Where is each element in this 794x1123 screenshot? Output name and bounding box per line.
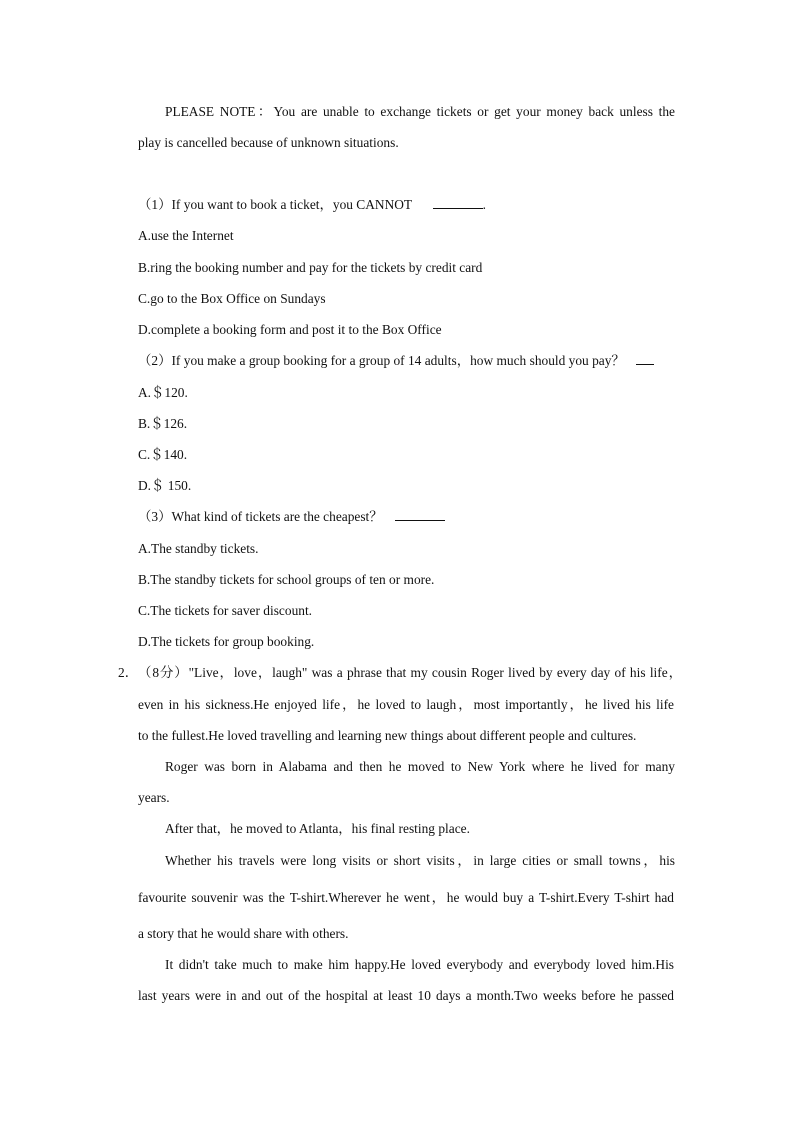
answer-blank: [433, 196, 483, 209]
question-1-option-b: B.ring the booking number and pay for the tickets by credit card: [138, 260, 483, 275]
question-3-option-a: A.The standby tickets.: [138, 541, 259, 556]
question-3-option-b: B.The standby tickets for school groups of ten or more.: [138, 572, 435, 587]
question-2-option-b: B.＄126.: [138, 416, 188, 431]
passage-number: 2．: [118, 665, 139, 680]
passage-line: （8分）"Live，love，laugh" was a phrase that my cousin Roger lived by every day of his life，: [138, 665, 682, 680]
note-line-1: PLEASE NOTE：You are unable to exchange tickets or get your money back unless the: [165, 104, 675, 119]
question-2-option-d: D.＄ 150.: [138, 478, 192, 493]
passage-line: last years were in and out of the hospital at least 10 days a month.Two weeks before he passed: [138, 988, 674, 1003]
passage-line: years.: [138, 790, 170, 805]
question-3-option-d: D.The tickets for group booking.: [138, 634, 315, 649]
note-line-2: play is cancelled because of unknown situations.: [138, 135, 399, 150]
question-3-stem: [138, 508, 678, 526]
question-2-option-c: C.＄140.: [138, 447, 188, 462]
passage-line: to the fullest.He loved travelling and learning new things about different people and cultures.: [138, 728, 637, 743]
question-3-option-c: C.The tickets for saver discount.: [138, 603, 313, 618]
passage-line: a story that he would share with others.: [138, 926, 349, 941]
question-1-text: （1）If you want to book a ticket，you CANNOT: [138, 197, 412, 212]
passage-line: After that，he moved to Atlanta，his final resting place.: [165, 821, 470, 836]
question-1-stem: （1）If you want to book a ticket，you CANNOT .: [138, 197, 486, 212]
question-2-option-a: A.＄120.: [138, 385, 188, 400]
question-1-option-a: A.use the Internet: [138, 228, 234, 243]
answer-blank: [636, 352, 654, 365]
passage-line: favourite souvenir was the T-shirt.Wherever he went，he would buy a T-shirt.Every T-shirt had: [138, 890, 674, 905]
question-2-text: （2）If you make a group booking for a group of 14 adults，how much should you pay？: [138, 353, 625, 368]
question-3-text: （3）What kind of tickets are the cheapest？: [138, 509, 383, 524]
question-1-option-d: D.complete a booking form and post it to the Box Office: [138, 322, 442, 337]
answer-blank: [395, 508, 445, 521]
passage-line: Whether his travels were long visits or short visits，in large cities or small towns，his: [165, 853, 675, 868]
passage-line: even in his sickness.He enjoyed life，he loved to laugh，most importantly，he lived his life: [138, 697, 674, 712]
passage-line: It didn't take much to make him happy.He loved everybody and everybody loved him.His: [165, 957, 674, 972]
passage-line: Roger was born in Alabama and then he moved to New York where he lived for many: [165, 759, 675, 774]
question-1-option-c: C.go to the Box Office on Sundays: [138, 291, 326, 306]
question-2-stem: [138, 352, 678, 370]
